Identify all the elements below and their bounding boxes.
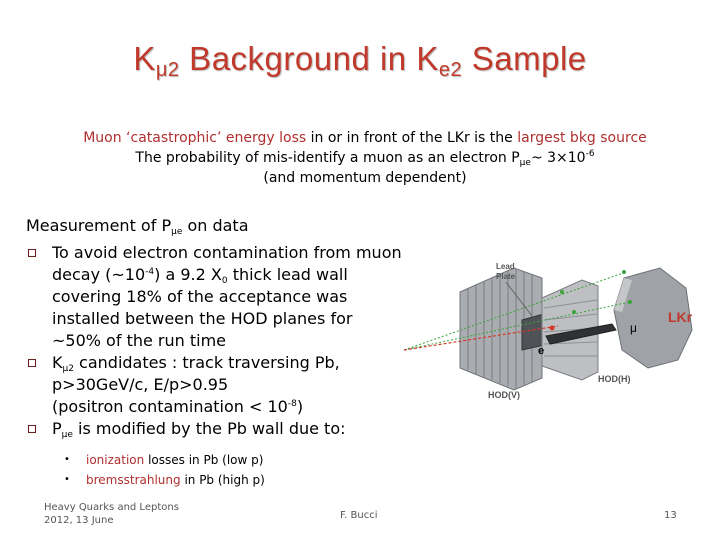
dot-icon: • — [64, 454, 70, 465]
bullet-lead-wall: To avoid electron contamination from muon decay $(\sim 10^{-4})$ a 9.2 $X_0$ thick lead wall covering 18% of the acceptance was installed between the HOD planes for ~50% of the run time — [26, 242, 406, 352]
hod-h-label: HOD(H) — [598, 374, 631, 384]
footer-author: F. Bucci — [340, 510, 378, 521]
intro-line-1: Muon ‘catastrophic’ energy loss in or in front of the LKr is the largest bkg source — [83, 130, 647, 146]
footer-conference-line-2: 2012, 13 June — [44, 515, 114, 526]
page-number: 13 — [664, 510, 677, 521]
bullet-marker-icon — [28, 359, 36, 367]
sub-bullet-bremsstrahlung: • bremsstrahlung in Pb (high p) — [60, 470, 265, 490]
measurement-heading: Measurement of $P_{\mu e}$ on data — [26, 216, 249, 237]
footer-conference-line-1: Heavy Quarks and Leptons — [44, 502, 179, 513]
e-label: e — [538, 345, 545, 357]
mu-label: μ — [630, 321, 637, 335]
bullet-pb-modified: $P_{\mu e}$ is modified by the Pb wall due to: — [26, 418, 406, 440]
intro-line-3: (and momentum dependent) — [263, 170, 467, 186]
sub-bullet-list — [60, 450, 265, 490]
bullet-marker-icon — [28, 249, 36, 257]
slide-title: $K_{\mu 2}$ Background in $K_{e2}$ Sample — [133, 40, 587, 81]
footer-conference — [44, 501, 194, 527]
bullet-marker-icon — [28, 425, 36, 433]
sub-bullet-ionization: • ionization losses in Pb (low p) — [60, 450, 265, 470]
lead-plate-label: Lead — [496, 262, 515, 271]
hod-v-label: HOD(V) — [488, 390, 520, 400]
intro-line-2: The probability of mis-identify a muon as an electron $P_{\mu e}\sim$ $3\times 10^{-6}$ — [135, 149, 595, 168]
bullet-list — [26, 242, 406, 440]
intro-text — [40, 128, 690, 188]
dot-icon: • — [64, 474, 70, 485]
detector-figure — [402, 250, 694, 402]
lkr-label: LKr — [668, 309, 693, 325]
lead-plate-label-2: Plate — [496, 272, 516, 281]
bullet-candidates: $K_{\mu 2}$ candidates : track traversing Pb, p>30GeV/c, E/p>0.95 (positron contamination < $10^{-8}$) — [26, 352, 406, 418]
